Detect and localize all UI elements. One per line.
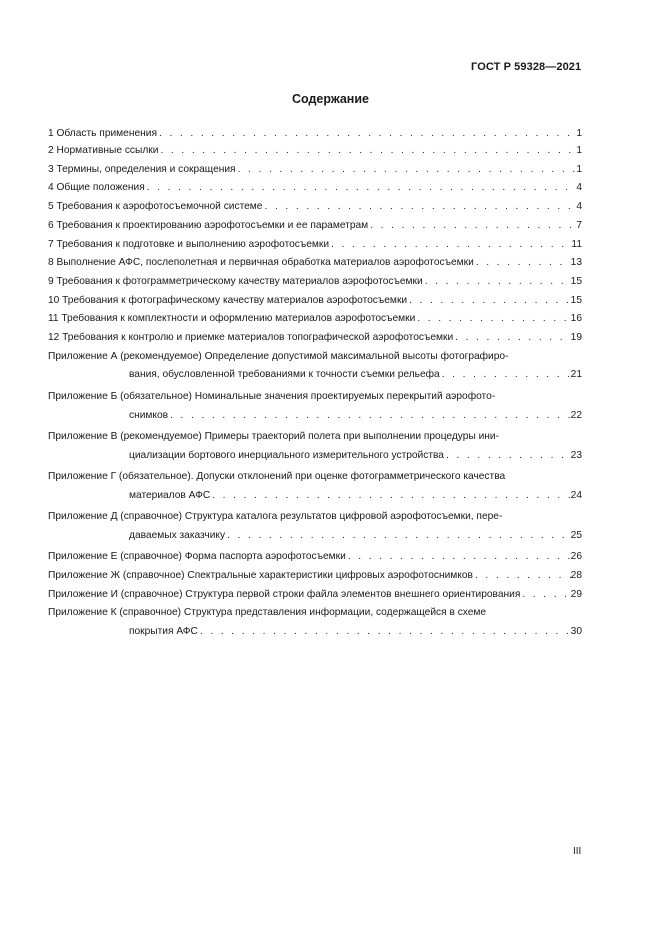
toc-entry-appendix-v[interactable] xyxy=(48,428,582,465)
toc-entry-5[interactable] xyxy=(48,198,582,217)
toc-entry-7[interactable] xyxy=(48,236,582,255)
dot-leader xyxy=(198,623,571,642)
toc-entry-9[interactable] xyxy=(48,273,582,292)
toc-entry-label-line1: Приложение В (рекомендуемое) Примеры траекторий полета при выполнении процедуры ини- xyxy=(48,430,500,442)
dot-leader xyxy=(368,217,576,236)
toc-entry-page: 15 xyxy=(570,275,582,287)
dot-leader xyxy=(158,142,576,161)
dot-leader xyxy=(145,179,577,198)
toc-entry-label-line1: Приложение Б (обязательное) Номинальные значения проектируемых перекрытий аэрофото- xyxy=(48,390,496,402)
page-title: Содержание xyxy=(291,92,369,106)
dot-leader xyxy=(444,447,571,466)
table-of-contents xyxy=(48,126,582,644)
dot-leader xyxy=(520,586,570,605)
toc-entry-appendix-zh[interactable] xyxy=(48,567,582,586)
toc-entry-appendix-a[interactable] xyxy=(48,348,582,385)
toc-entry-label: Приложение Е (справочное) Форма паспорта аэрофотосъемки xyxy=(48,551,346,563)
toc-entry-label-line2: циализации бортового инерциального измерительного устройства xyxy=(129,449,444,461)
toc-entry-page: 19 xyxy=(570,332,582,344)
toc-entry-3[interactable] xyxy=(48,161,582,180)
toc-entry-label: Приложение Ж (справочное) Спектральные характеристики цифровых аэрофотоснимков xyxy=(48,569,473,581)
toc-entry-label: 8 Выполнение АФС, послеполетная и первичная обработка материалов аэрофотосъемки xyxy=(48,257,474,269)
toc-entry-label-line2: материалов АФС xyxy=(129,489,211,501)
toc-entry-appendix-g[interactable] xyxy=(48,468,582,505)
dot-leader xyxy=(346,548,571,567)
toc-entry-page: 1 xyxy=(576,128,582,139)
toc-entry-label: 9 Требования к фотограмметрическому качеству материалов аэрофотосъемки xyxy=(48,275,423,287)
toc-entry-4[interactable] xyxy=(48,179,582,198)
toc-entry-8[interactable] xyxy=(48,254,582,273)
toc-entry-10[interactable] xyxy=(48,292,582,311)
toc-entry-label-line2: вания, обусловленной требованиями к точности съемки рельефа xyxy=(129,369,440,381)
dot-leader xyxy=(168,407,571,426)
toc-entry-label-line1: Приложение Г (обязательное). Допуски отклонений при оценке фотограмметрического качества xyxy=(48,471,506,483)
dot-leader xyxy=(474,254,571,273)
toc-entry-1[interactable] xyxy=(48,126,582,142)
toc-entry-page: 30 xyxy=(570,626,582,638)
toc-entry-11[interactable] xyxy=(48,310,582,329)
toc-entry-label: 10 Требования к фотографическому качеству материалов аэрофотосъемки xyxy=(48,294,408,306)
toc-entry-appendix-b[interactable] xyxy=(48,388,582,425)
toc-entry-label: 6 Требования к проектированию аэрофотосъемки и ее параметрам xyxy=(48,219,369,231)
toc-entry-page: 25 xyxy=(570,529,582,541)
toc-entry-page: 22 xyxy=(570,409,582,421)
toc-entry-label: 5 Требования к аэрофотосъемочной системе xyxy=(48,201,263,213)
toc-entry-2[interactable] xyxy=(48,142,582,161)
dot-leader xyxy=(415,310,570,329)
toc-entry-label-line1: Приложение А (рекомендуемое) Определение допустимой максимальной высоты фотографиро- xyxy=(48,350,509,362)
toc-entry-page: 4 xyxy=(576,201,582,213)
toc-entry-label: 1 Область применения xyxy=(48,128,157,139)
toc-entry-12[interactable] xyxy=(48,329,582,348)
toc-entry-label-line2: снимков xyxy=(129,409,169,421)
dot-leader xyxy=(329,236,571,255)
page-number: III xyxy=(573,846,582,857)
toc-entry-label: 11 Требования к комплектности и оформлению материалов аэрофотосъемки xyxy=(48,313,416,325)
toc-entry-page: 15 xyxy=(570,294,582,306)
toc-entry-page: 1 xyxy=(576,145,582,156)
toc-entry-label: 3 Термины, определения и сокращения xyxy=(48,163,236,175)
toc-entry-page: 16 xyxy=(570,313,582,325)
dot-leader xyxy=(473,567,571,586)
toc-entry-label: 7 Требования к подготовке и выполнению аэрофотосъемки xyxy=(48,238,330,250)
toc-entry-label: Приложение И (справочное) Структура первой строки файла элементов внешнего ориентирования xyxy=(48,588,521,600)
toc-entry-label: 4 Общие положения xyxy=(48,182,145,194)
toc-entry-page: 7 xyxy=(576,219,582,231)
toc-entry-label-line2: покрытия АФС xyxy=(129,626,198,638)
toc-entry-label: 12 Требования к контролю и приемке материалов топографической аэрофотосъемки xyxy=(48,332,454,344)
toc-entry-page: 26 xyxy=(570,551,582,563)
toc-entry-page: 13 xyxy=(570,257,582,269)
standard-designation: ГОСТ Р 59328—2021 xyxy=(471,61,582,73)
dot-leader xyxy=(453,329,571,348)
dot-leader xyxy=(210,487,570,506)
toc-entry-label-line1: Приложение Д (справочное) Структура каталога результатов цифровой аэрофотосъемки, пере- xyxy=(48,511,503,523)
toc-entry-label: 2 Нормативные ссылки xyxy=(48,145,159,156)
toc-entry-page: 23 xyxy=(570,449,582,461)
toc-entry-page: 24 xyxy=(570,489,582,501)
dot-leader xyxy=(225,527,571,546)
dot-leader xyxy=(262,198,576,217)
toc-entry-page: 21 xyxy=(570,369,582,381)
dot-leader xyxy=(407,292,571,311)
toc-entry-label-line1: Приложение К (справочное) Структура представления информации, содержащейся в схеме xyxy=(48,607,487,619)
toc-entry-appendix-e[interactable] xyxy=(48,548,582,567)
toc-entry-appendix-d[interactable] xyxy=(48,508,582,545)
toc-entry-label-line2: даваемых заказчику xyxy=(129,529,226,541)
dot-leader xyxy=(440,366,571,385)
toc-entry-appendix-i[interactable] xyxy=(48,586,582,605)
toc-entry-6[interactable] xyxy=(48,217,582,236)
toc-entry-page: 4 xyxy=(576,182,582,194)
toc-entry-page: 1 xyxy=(576,163,582,175)
dot-leader xyxy=(236,161,577,180)
toc-entry-page: 11 xyxy=(571,238,582,250)
toc-entry-page: 29 xyxy=(570,588,582,600)
toc-entry-page: 28 xyxy=(570,569,582,581)
dot-leader xyxy=(157,126,576,142)
toc-entry-appendix-k[interactable] xyxy=(48,604,582,641)
dot-leader xyxy=(423,273,571,292)
